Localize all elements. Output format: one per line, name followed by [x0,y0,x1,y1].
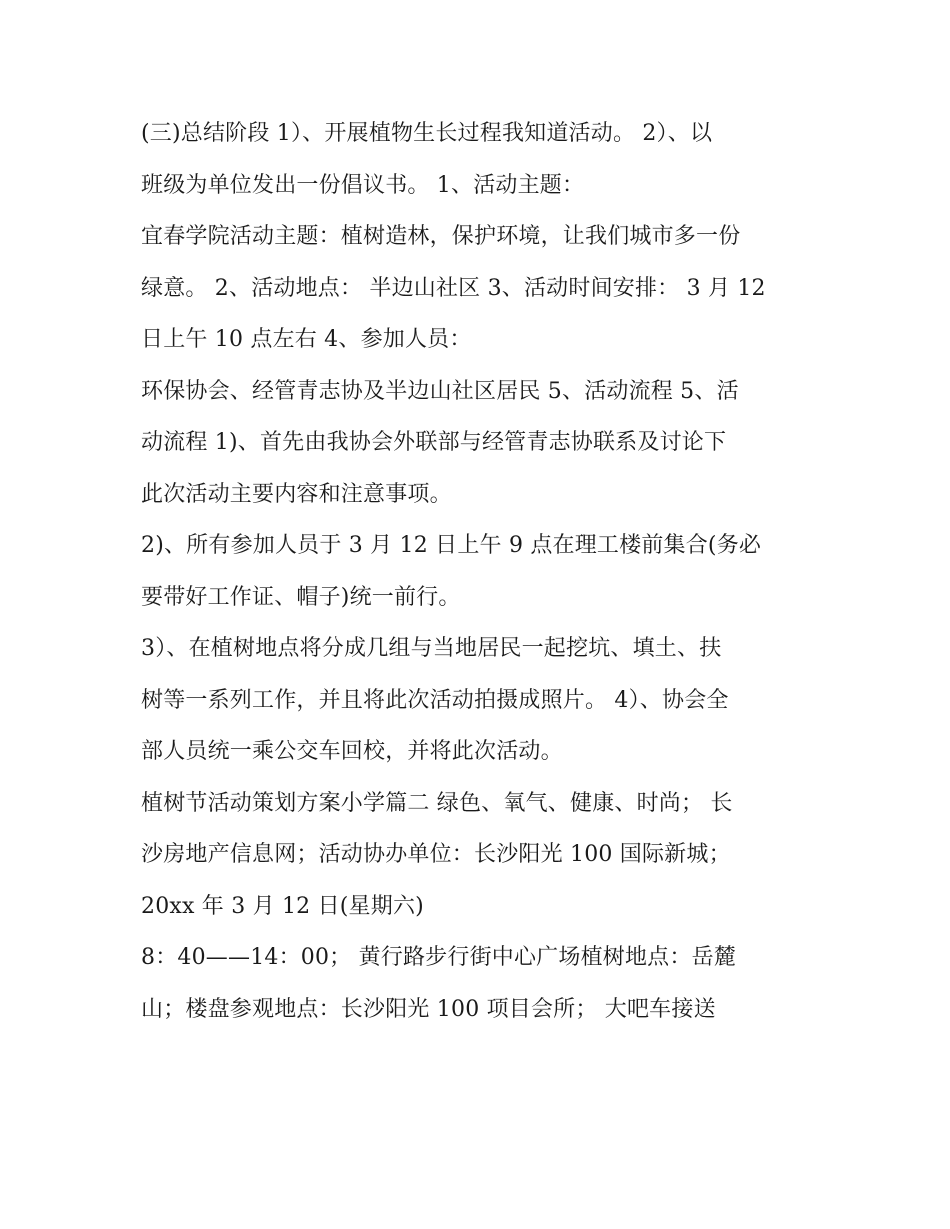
text-line: 绿意。 2、活动地点： 半边山社区 3、活动时间安排： 3 月 12 [141,275,766,301]
text-line: 沙房地产信息网；活动协办单位：长沙阳光 100 国际新城； [141,842,731,867]
text-line: 树等一系列工作，并且将此次活动拍摄成照片。 4）、协会全 [141,687,729,713]
text-line: 动流程 1)、首先由我协会外联部与经管青志协联系及讨论下 [141,430,727,455]
text-line: 要带好工作证、帽子)统一前行。 [141,584,461,610]
text-line: 环保协会、经管青志协及半边山社区居民 5、活动流程 5、活 [141,378,739,404]
text-line: 2)、所有参加人员于 3 月 12 日上午 9 点在理工楼前集合(务必 [141,533,762,558]
text-line: (三)总结阶段 1）、开展植物生长过程我知道活动。 2）、以 [141,121,713,146]
text-line: 此次活动主要内容和注意事项。 [141,481,452,507]
text-line: 宜春学院活动主题：植树造林，保护环境，让我们城市多一份 [141,224,741,249]
text-line: 植树节活动策划方案小学篇二 绿色、氧气、健康、时尚； 长 [141,790,733,816]
text-line: 班级为单位发出一份倡议书。 1、活动主题： [141,172,585,198]
document-body [141,108,831,1035]
text-line: 部人员统一乘公交车回校，并将此次活动。 [141,739,563,764]
text-line: 20xx 年 3 月 12 日(星期六) [141,893,424,919]
text-line: 日上午 10 点左右 4、参加人员： [141,327,472,352]
text-line: 3）、在植树地点将分成几组与当地居民一起挖坑、填土、扶 [141,636,722,661]
text-line: 8：40——14：00； 黄行路步行街中心广场植树地点：岳麓 [141,945,736,970]
text-line: 山；楼盘参观地点：长沙阳光 100 项目会所； 大吧车接送 [141,996,716,1022]
